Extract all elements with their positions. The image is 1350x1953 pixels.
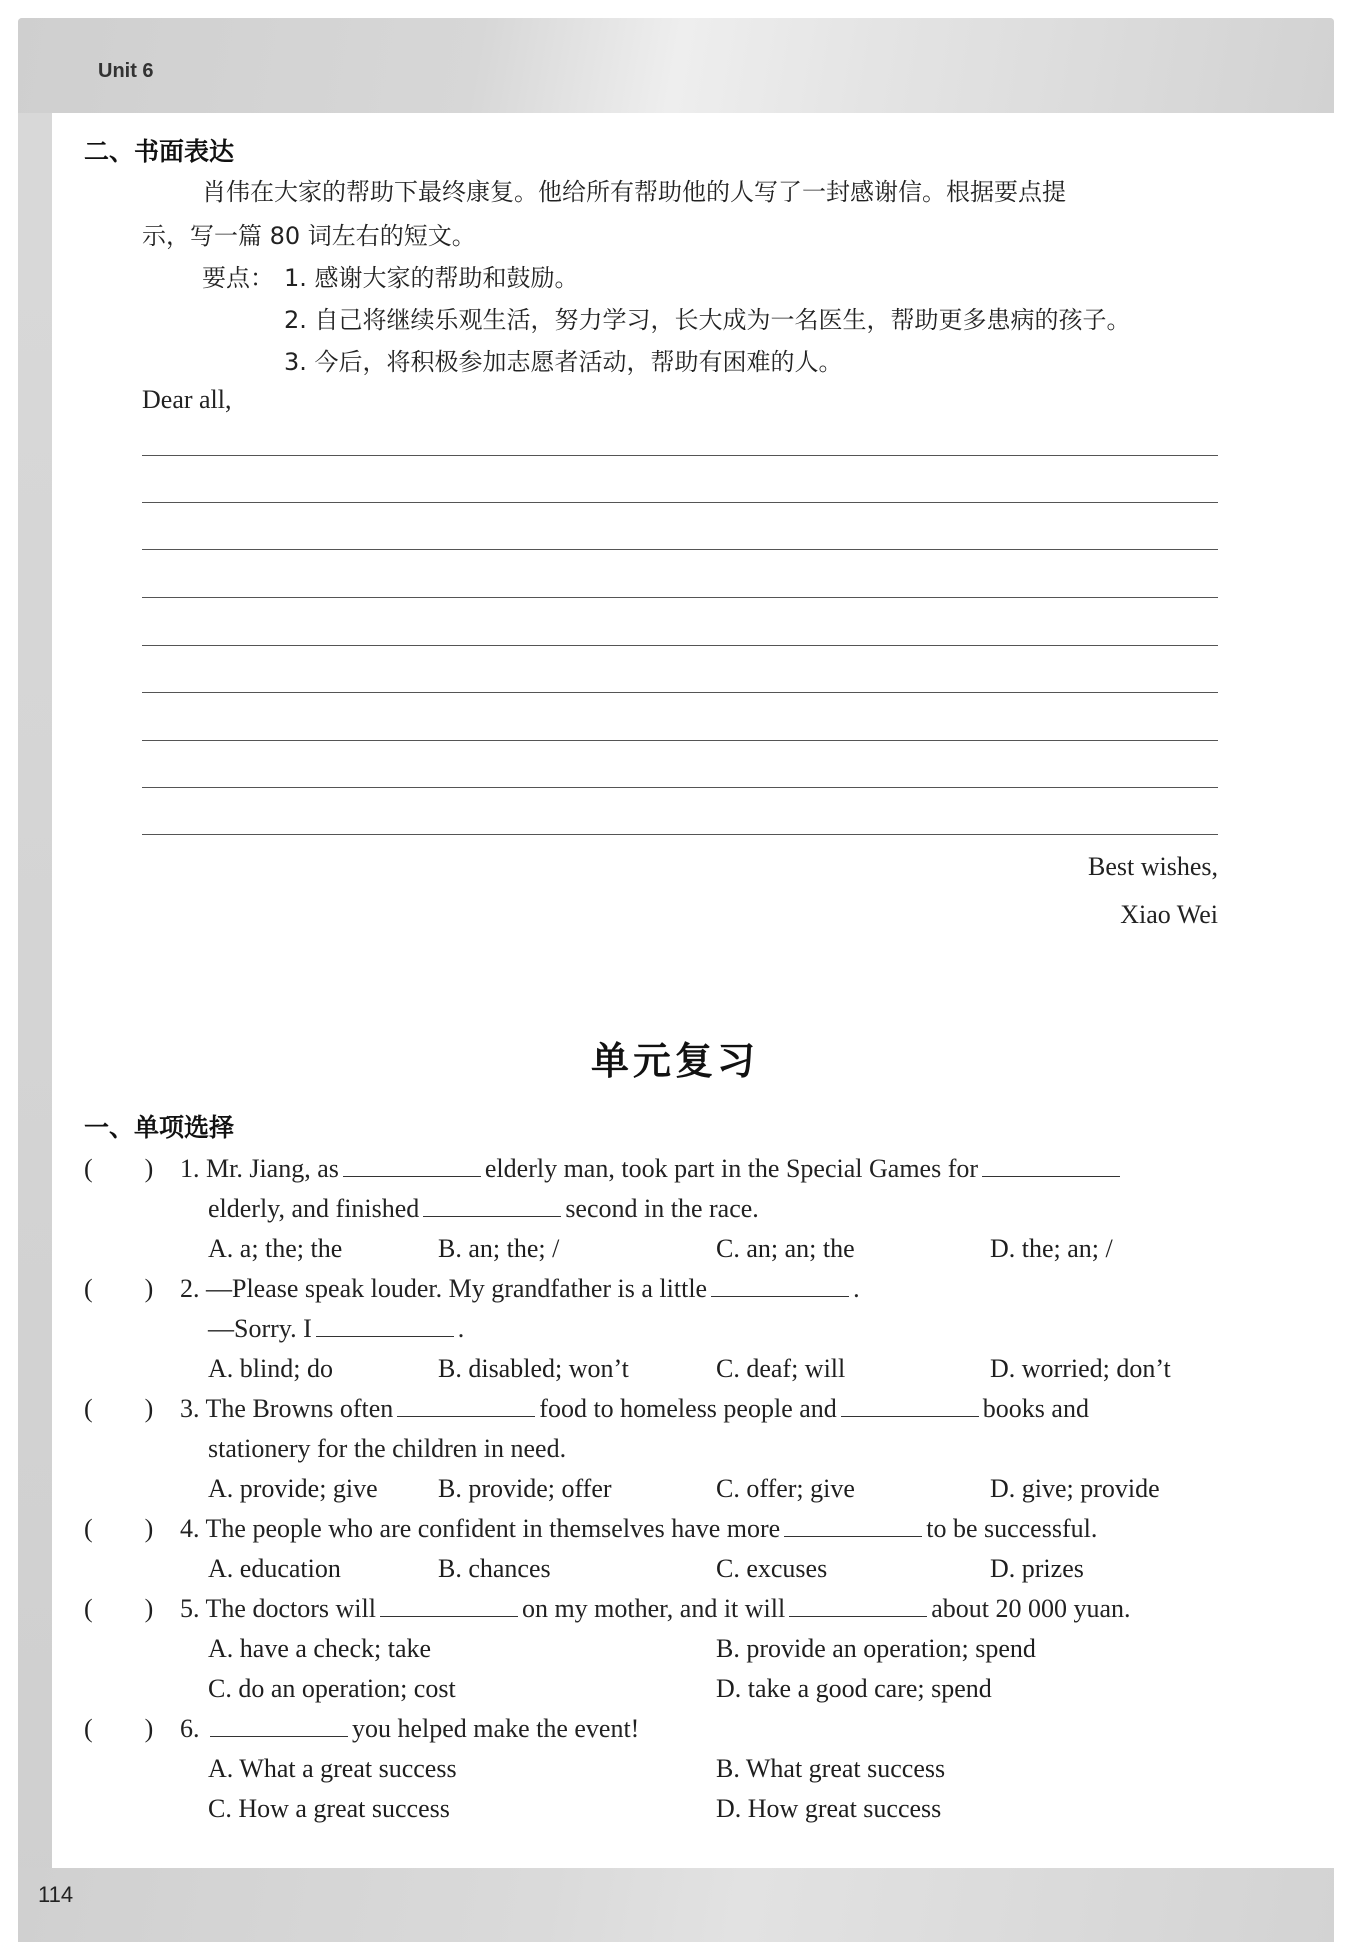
question-4-line-1: 4. The people who are confident in themselves have more to be successful.: [180, 1514, 1098, 1543]
answer-blank[interactable]: [784, 1514, 922, 1537]
point-2: 2. 自己将继续乐观生活，努力学习，长大成为一名医生，帮助更多患病的孩子。: [284, 306, 1131, 334]
question-5-line-1: 5. The doctors will on my mother, and it will about 20 000 yuan.: [180, 1594, 1131, 1623]
answer-bracket-1[interactable]: ( ): [84, 1154, 154, 1183]
question-number: 2.: [180, 1274, 200, 1303]
writing-line-7[interactable]: [142, 740, 1218, 741]
question-5-option-a[interactable]: A. have a check; take: [208, 1634, 432, 1663]
question-6-option-c[interactable]: C. How a great success: [208, 1794, 450, 1823]
answer-bracket-3[interactable]: ( ): [84, 1394, 154, 1423]
question-6-line-1: 6. you helped make the event!: [180, 1714, 640, 1743]
question-number: 6.: [180, 1714, 200, 1743]
question-3-option-c[interactable]: C. offer; give: [716, 1474, 855, 1503]
question-number: 3.: [180, 1394, 200, 1423]
answer-blank[interactable]: [210, 1714, 348, 1737]
header-band: [18, 18, 1334, 113]
writing-line-3[interactable]: [142, 549, 1218, 550]
review-section-title: 一、单项选择: [84, 1113, 235, 1142]
answer-bracket-6[interactable]: ( ): [84, 1714, 154, 1743]
question-3-option-a[interactable]: A. provide; give: [208, 1474, 378, 1503]
answer-blank[interactable]: [789, 1594, 927, 1617]
answer-bracket-5[interactable]: ( ): [84, 1594, 154, 1623]
writing-line-1[interactable]: [142, 455, 1218, 456]
writing-line-4[interactable]: [142, 597, 1218, 598]
footer-band: [18, 1868, 1334, 1942]
point-1: 1. 感谢大家的帮助和鼓励。: [284, 264, 579, 292]
question-4-option-c[interactable]: C. excuses: [716, 1554, 828, 1583]
question-1-option-c[interactable]: C. an; an; the: [716, 1234, 855, 1263]
writing-intro-line-1: 肖伟在大家的帮助下最终康复。他给所有帮助他的人写了一封感谢信。根据要点提: [202, 178, 1066, 206]
question-5-option-c[interactable]: C. do an operation; cost: [208, 1674, 456, 1703]
writing-line-5[interactable]: [142, 645, 1218, 646]
answer-blank[interactable]: [423, 1194, 561, 1217]
answer-blank[interactable]: [343, 1154, 481, 1177]
question-6-option-d[interactable]: D. How great success: [716, 1794, 942, 1823]
letter-signature: Xiao Wei: [1120, 900, 1218, 929]
question-2-option-c[interactable]: C. deaf; will: [716, 1354, 846, 1383]
question-2-option-b[interactable]: B. disabled; won’t: [438, 1354, 629, 1383]
answer-blank[interactable]: [711, 1274, 849, 1297]
question-1-option-b[interactable]: B. an; the; /: [438, 1234, 560, 1263]
question-number: 4.: [180, 1514, 200, 1543]
answer-blank[interactable]: [397, 1394, 535, 1417]
question-1-line-1: 1. Mr. Jiang, as elderly man, took part in the Special Games for: [180, 1154, 1124, 1184]
question-5-option-b[interactable]: B. provide an operation; spend: [716, 1634, 1036, 1663]
point-3: 3. 今后，将积极参加志愿者活动，帮助有困难的人。: [284, 348, 843, 376]
question-6-option-b[interactable]: B. What great success: [716, 1754, 946, 1783]
unit-label: Unit 6: [98, 60, 154, 82]
review-title: 单元复习: [590, 1039, 759, 1083]
question-3-option-b[interactable]: B. provide; offer: [438, 1474, 612, 1503]
question-2-option-a[interactable]: A. blind; do: [208, 1354, 333, 1383]
question-number: 1.: [180, 1154, 200, 1183]
answer-blank[interactable]: [316, 1314, 454, 1337]
writing-section-title: 二、书面表达: [84, 137, 235, 166]
writing-line-8[interactable]: [142, 787, 1218, 788]
question-4-option-b[interactable]: B. chances: [438, 1554, 551, 1583]
question-4-option-d[interactable]: D. prizes: [990, 1554, 1084, 1583]
letter-salutation: Dear all,: [142, 385, 232, 414]
points-label: 要点：: [202, 264, 274, 292]
letter-closing: Best wishes,: [1088, 852, 1218, 881]
question-3-line-1: 3. The Browns often food to homeless people and books and: [180, 1394, 1089, 1423]
question-1-line-2: elderly, and finished second in the race.: [208, 1194, 759, 1223]
question-3-line-2: stationery for the children in need.: [208, 1434, 567, 1463]
question-2-line-1: 2. —Please speak louder. My grandfather is a little .: [180, 1274, 860, 1303]
writing-line-2[interactable]: [142, 502, 1218, 503]
question-5-option-d[interactable]: D. take a good care; spend: [716, 1674, 992, 1703]
question-2-option-d[interactable]: D. worried; don’t: [990, 1354, 1171, 1383]
question-1-option-d[interactable]: D. the; an; /: [990, 1234, 1113, 1263]
question-6-option-a[interactable]: A. What a great success: [208, 1754, 457, 1783]
writing-line-9[interactable]: [142, 834, 1218, 835]
page-number: 114: [38, 1882, 74, 1907]
question-4-option-a[interactable]: A. education: [208, 1554, 341, 1583]
answer-bracket-4[interactable]: ( ): [84, 1514, 154, 1543]
question-number: 5.: [180, 1594, 200, 1623]
writing-intro-line-2: 示，写一篇 80 词左右的短文。: [142, 222, 476, 250]
answer-blank[interactable]: [841, 1394, 979, 1417]
answer-blank[interactable]: [380, 1594, 518, 1617]
writing-line-6[interactable]: [142, 692, 1218, 693]
answer-blank[interactable]: [982, 1154, 1120, 1177]
question-1-option-a[interactable]: A. a; the; the: [208, 1234, 343, 1263]
answer-bracket-2[interactable]: ( ): [84, 1274, 154, 1303]
question-3-option-d[interactable]: D. give; provide: [990, 1474, 1160, 1503]
question-2-line-2: —Sorry. I .: [208, 1314, 465, 1343]
